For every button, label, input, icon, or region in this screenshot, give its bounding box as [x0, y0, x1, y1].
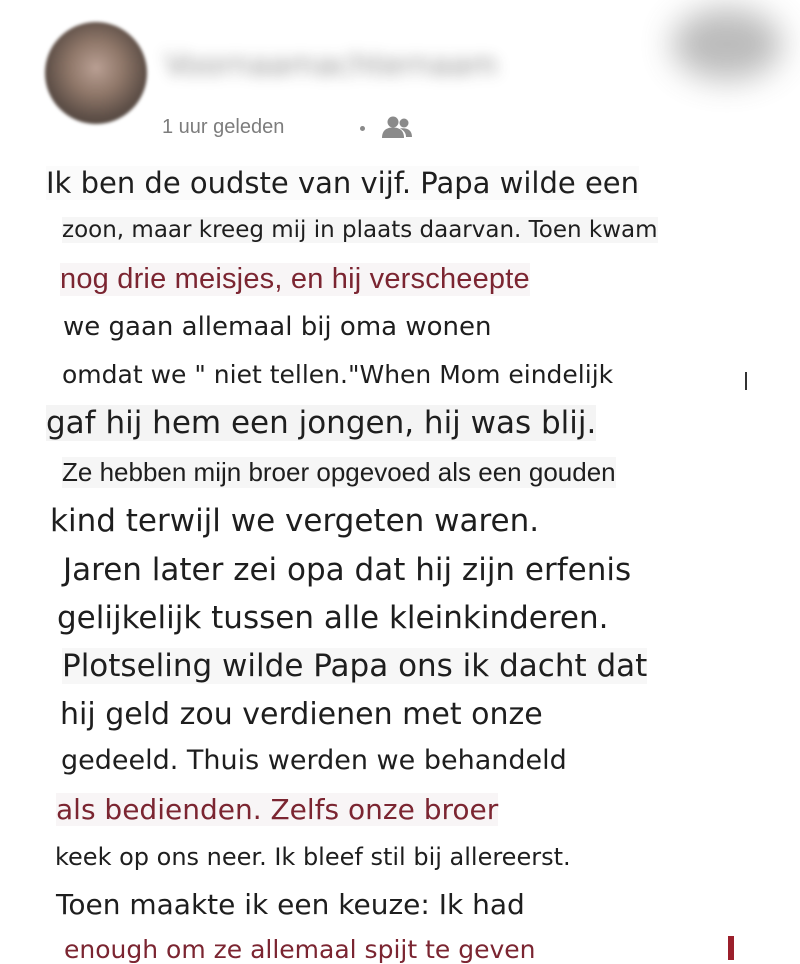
story-line: Plotseling wilde Papa ons ik dacht dat: [62, 648, 648, 684]
story-line: Toen maakte ik een keuze: Ik had: [56, 888, 525, 921]
story-line-highlight: enough om ze allemaal spijt te geven: [64, 935, 536, 964]
people-icon[interactable]: [380, 114, 414, 140]
story-line: keek op ons neer. Ik bleef stil bij allereerst.: [55, 843, 571, 871]
story-line: omdat we " niet tellen."When Mom eindelijk: [62, 360, 614, 389]
story-line: Jaren later zei opa dat hij zijn erfenis: [63, 552, 632, 588]
story-line-highlight: nog drie meisjes, en hij verscheepte: [60, 263, 530, 295]
story-line: gedeeld. Thuis werden we behandeld: [61, 745, 567, 776]
story-line: gaf hij hem een jongen, hij was blij.: [46, 405, 597, 441]
separator-dot: [360, 126, 365, 131]
avatar[interactable]: [45, 22, 147, 124]
story-line: we gaan allemaal bij oma wonen: [63, 312, 492, 342]
story-line: kind terwijl we vergeten waren.: [50, 503, 540, 539]
post-timestamp[interactable]: 1 uur geleden: [162, 116, 285, 138]
more-options-button[interactable]: [672, 8, 782, 80]
text-cursor-mark: [745, 372, 747, 390]
story-line: gelijkelijk tussen alle kleinkinderen.: [57, 600, 609, 636]
story-line: zoon, maar kreeg mij in plaats daarvan. Toen kwam: [62, 217, 658, 243]
text-cut-mark: [728, 936, 734, 960]
author-name[interactable]: Voornaamachternaam: [165, 48, 498, 83]
story-line: Ik ben de oudste van vijf. Papa wilde een: [46, 166, 640, 200]
story-line: hij geld zou verdienen met onze: [60, 697, 543, 732]
story-line: Ze hebben mijn broer opgevoed als een gouden: [62, 457, 616, 487]
story-line-highlight: als bedienden. Zelfs onze broer: [56, 793, 499, 826]
